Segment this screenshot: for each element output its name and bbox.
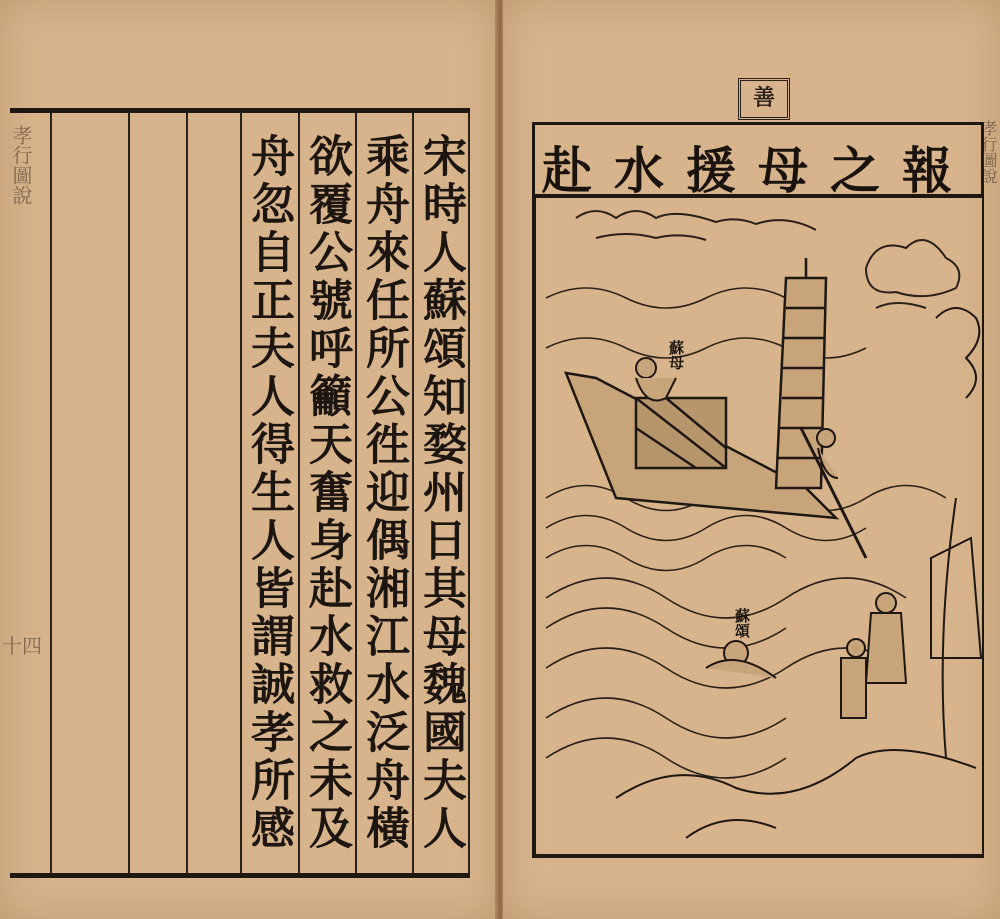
caption-mother: 蘇母	[667, 340, 685, 370]
text-column-3: 欲覆公號呼籲天奮身赴水救之未及	[301, 133, 352, 853]
column-rule	[128, 113, 130, 873]
illustration-title: 赴水援母之報	[542, 141, 974, 200]
right-margin-title: 孝行圖說	[979, 120, 998, 184]
seal-stamp: 善	[738, 78, 790, 120]
hills-icon	[616, 750, 976, 838]
text-column-4: 舟忽自正夫人得生人皆謂誠孝所感	[243, 133, 294, 853]
folio-number: 十四	[2, 634, 42, 658]
cloud-icon	[576, 211, 959, 308]
column-rule	[468, 113, 470, 873]
woodblock-illustration	[532, 198, 984, 858]
column-rule	[186, 113, 188, 873]
illustration-title-band	[532, 122, 984, 198]
text-column-2: 乘舟來任所公徃迎偶湘江水泛舟橫	[358, 133, 409, 853]
left-margin-title: 孝行圖說	[9, 125, 33, 205]
text-column-1: 宋時人蘇頌知婺州日其母魏國夫人	[415, 133, 466, 853]
text-frame	[10, 108, 470, 878]
caption-son: 蘇頌	[733, 608, 751, 638]
left-page	[0, 0, 497, 919]
waves-icon	[546, 288, 946, 778]
tree-icon	[931, 308, 981, 758]
column-rule	[50, 113, 52, 873]
illustration-drawing	[536, 198, 982, 854]
